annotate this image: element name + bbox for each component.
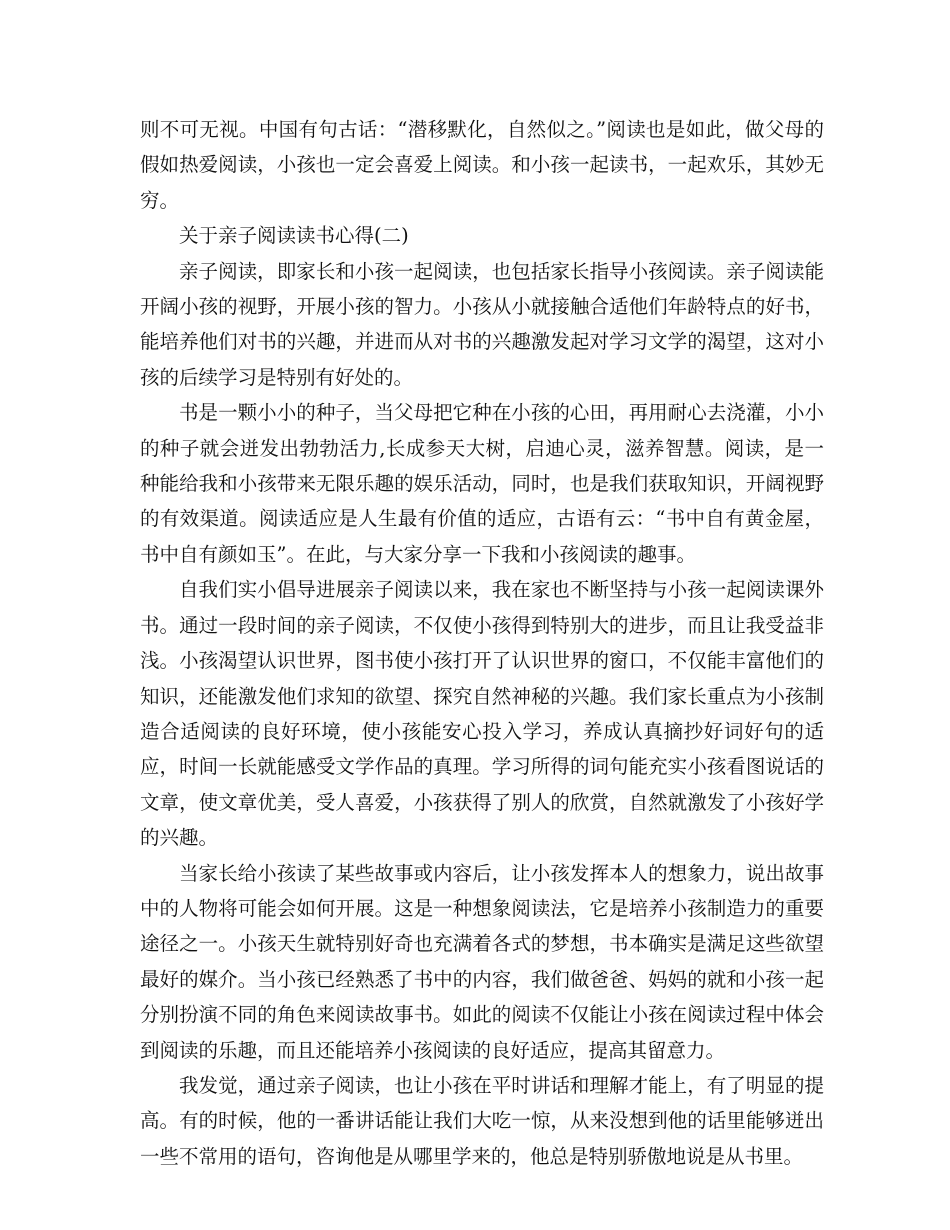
paragraph: 自我们实小倡导进展亲子阅读以来，我在家也不断坚持与小孩一起阅读课外书。通过一段时间的亲子阅读，不仅使小孩得到特别大的进步，而且让我受益非浅。小孩渴望认识世界，图书使小孩打开了认识世界的窗口，不仅能丰富他们的知识，还能激发他们求知的欲望、探究自然神秘的兴趣。我们家长重点为小孩制造合适阅读的良好环境，使小孩能安心投入学习，养成认真摘抄好词好句的适应，时间一长就能感受文学作品的真理。学习所得的词句能充实小孩看图说话的文章，使文章优美，受人喜爱，小孩获得了别人的欣赏，自然就激发了小孩好学的兴趣。 — [140, 578, 824, 850]
paragraph: 书是一颗小小的种子，当父母把它种在小孩的心田，再用耐心去浇灌，小小的种子就会迸发出勃勃活力,长成参天大树，启迪心灵，滋养智慧。阅读，是一种能给我和小孩带来无限乐趣的娱乐活动，同时，也是我们获取知识，开阔视野的有效渠道。阅读适应是人生最有价值的适应，古语有云：“书中自有黄金屋，书中自有颜如玉”。在此，与大家分享一下我和小孩阅读的趣事。 — [140, 401, 824, 566]
section-heading: 关于亲子阅读读书心得(二) — [179, 224, 409, 248]
paragraph-continuation: 则不可无视。中国有句古话：“潜移默化，自然似之。”阅读也是如此，做父母的假如热爱阅读，小孩也一定会喜爱上阅读。和小孩一起读书，一起欢乐，其妙无穷。 — [140, 118, 824, 212]
document-body — [140, 112, 824, 1174]
paragraph: 亲子阅读，即家长和小孩一起阅读，也包括家长指导小孩阅读。亲子阅读能开阔小孩的视野，开展小孩的智力。小孩从小就接触合适他们年龄特点的好书，能培养他们对书的兴趣，并进而从对书的兴趣激发起对学习文学的渴望，这对小孩的后续学习是特别有好处的。 — [140, 259, 824, 389]
paragraph: 当家长给小孩读了某些故事或内容后，让小孩发挥本人的想象力，说出故事中的人物将可能会如何开展。这是一种想象阅读法，它是培养小孩制造力的重要途径之一。小孩天生就特别好奇也充满着各式的梦想，书本确实是满足这些欲望最好的媒介。当小孩已经熟悉了书中的内容，我们做爸爸、妈妈的就和小孩一起分别扮演不同的角色来阅读故事书。如此的阅读不仅能让小孩在阅读过程中体会到阅读的乐趣，而且还能培养小孩阅读的良好适应，提高其留意力。 — [140, 861, 824, 1062]
paragraph: 我发觉，通过亲子阅读，也让小孩在平时讲话和理解才能上，有了明显的提高。有的时候，他的一番讲话能让我们大吃一惊，从来没想到他的话里能够迸出一些不常用的语句，咨询他是从哪里学来的，他总是特别骄傲地说是从书里。 — [140, 1073, 824, 1168]
